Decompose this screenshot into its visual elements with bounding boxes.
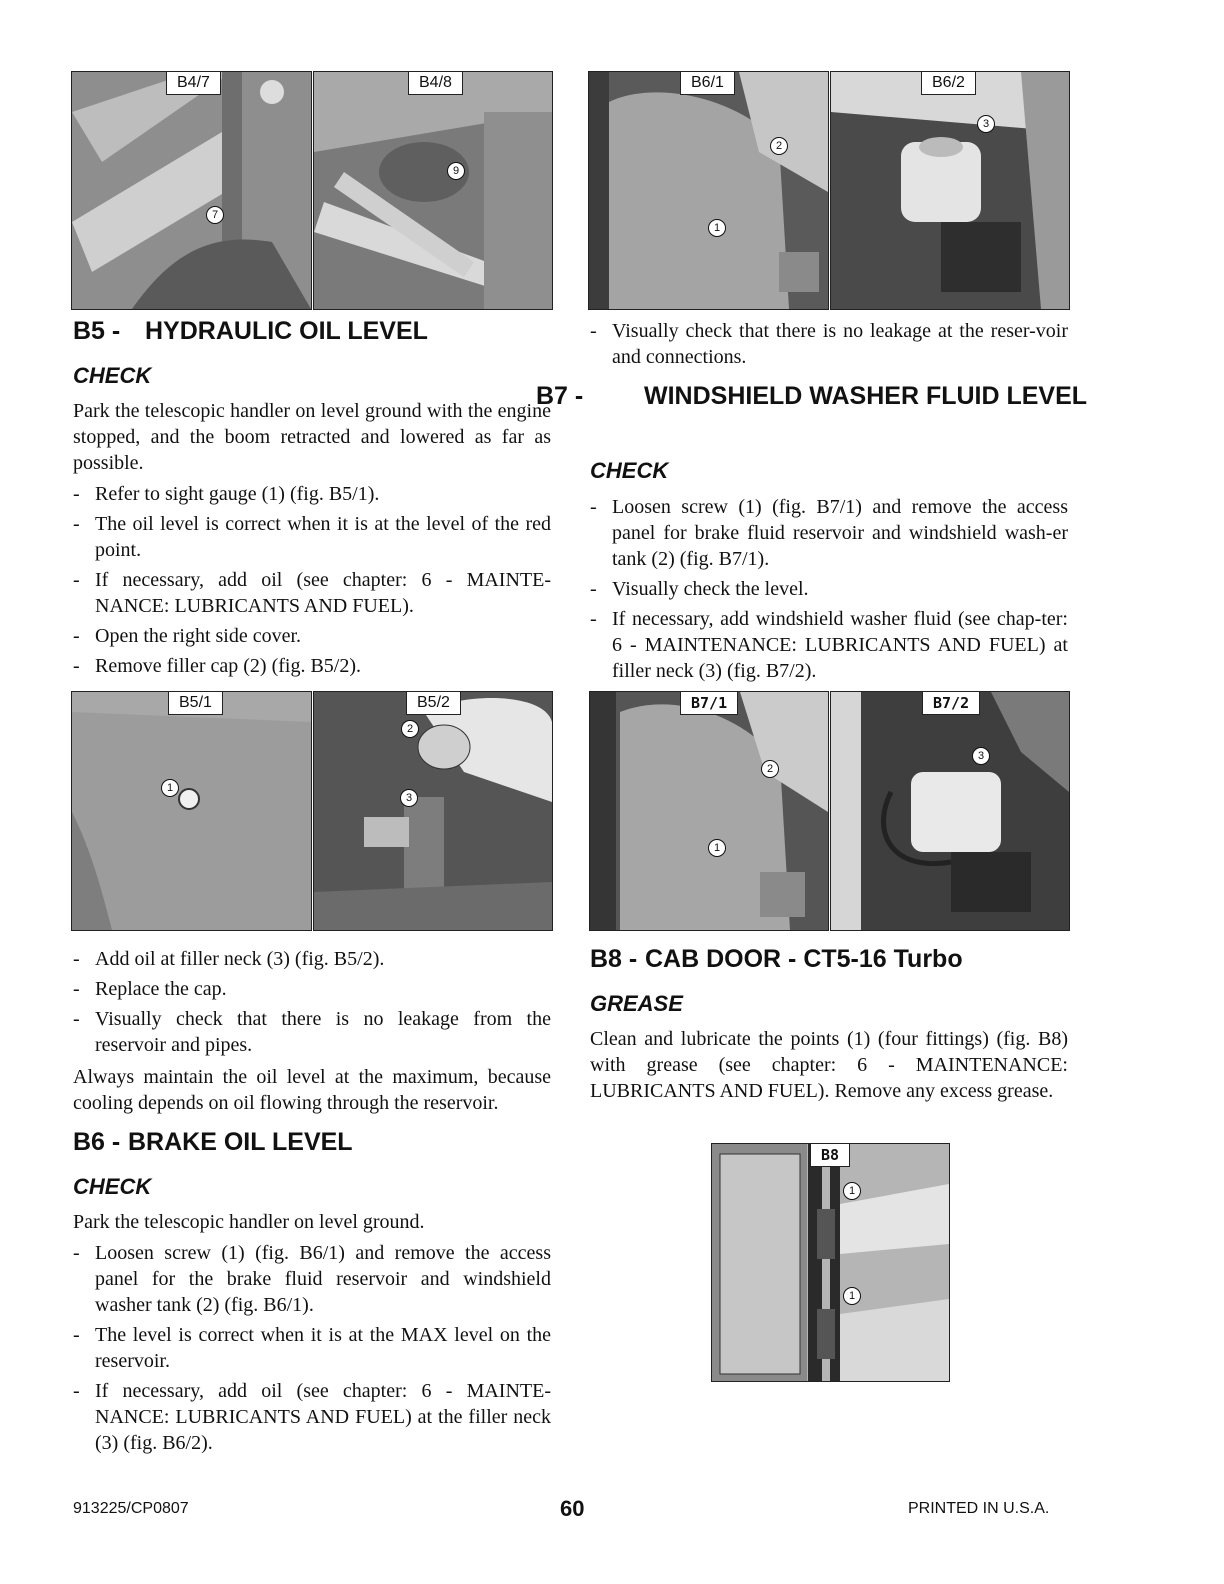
list-item: - The level is correct when it is at the MAX level on the reservoir. — [73, 1322, 551, 1374]
list-item: - Visually check that there is no leakage from the reservoir and pipes. — [73, 1006, 551, 1058]
figure-b5-1-label: B5/1 — [168, 692, 223, 715]
b6-steps — [73, 1240, 551, 1460]
footer-doc-id: 913225/CP0807 — [73, 1500, 189, 1517]
list-item: - Visually check the level. — [590, 576, 1068, 602]
figure-b4-8-label: B4/8 — [408, 72, 463, 95]
b7-subheading: CHECK — [590, 458, 669, 483]
callout-1: 1 — [708, 219, 726, 237]
callout-3: 3 — [972, 747, 990, 765]
b5-steps-after — [73, 946, 551, 1062]
figure-b6-2-label: B6/2 — [921, 72, 976, 95]
figure-b5-1 — [71, 691, 312, 931]
figure-b6-1-label: B6/1 — [680, 72, 735, 95]
figure-b6-2-photo — [831, 72, 1069, 309]
list-item: - Refer to sight gauge (1) (fig. B5/1). — [73, 481, 551, 507]
b6-subheading: CHECK — [73, 1174, 152, 1199]
figure-b4-8-photo — [314, 72, 552, 309]
figure-b6-2 — [830, 71, 1070, 310]
b6-intro: Park the telescopic handler on level ground. — [73, 1211, 425, 1233]
b8-heading: B8 - CAB DOOR - CT5-16 Turbo — [590, 945, 963, 973]
callout-2: 2 — [761, 760, 779, 778]
list-item: - Loosen screw (1) (fig. B7/1) and remove the access panel for brake fluid reservoir and windshield wash-er tank (2) (fig. B7/1). — [590, 494, 1068, 572]
callout-9: 9 — [447, 162, 465, 180]
callout-2: 2 — [401, 720, 419, 738]
footer-printed: PRINTED IN U.S.A. — [908, 1500, 1050, 1517]
figure-b6-1 — [588, 71, 829, 310]
list-item: - Visually check that there is no leakage at the reser-voir and connections. — [590, 318, 1068, 370]
callout-3: 3 — [400, 789, 418, 807]
figure-b6-1-photo — [589, 72, 828, 309]
list-item: - Remove filler cap (2) (fig. B5/2). — [73, 653, 551, 679]
figure-b8 — [711, 1143, 950, 1382]
callout-3: 3 — [977, 115, 995, 133]
figure-b5-2-photo — [314, 692, 552, 930]
list-item: - Add oil at filler neck (3) (fig. B5/2). — [73, 946, 551, 972]
b8-subheading: GREASE — [590, 991, 683, 1016]
b5-heading: B5 - HYDRAULIC OIL LEVEL — [73, 317, 428, 345]
b5-intro: Park the telescopic handler on level ground with the engine stopped, and the boom retracted and lowered as far as possible. — [73, 400, 551, 474]
figure-b5-1-photo — [72, 692, 311, 930]
callout-1: 1 — [843, 1182, 861, 1200]
list-item: - If necessary, add oil (see chapter: 6 - MAINTE-NANCE: LUBRICANTS AND FUEL) at the filler neck (3) (fig. B6/2). — [73, 1378, 551, 1456]
figure-b8-photo — [712, 1144, 949, 1381]
list-item: - The oil level is correct when it is at the level of the red point. — [73, 511, 551, 563]
list-item: - If necessary, add windshield washer fluid (see chap-ter: 6 - MAINTENANCE: LUBRICANTS AND FUEL) at filler neck (3) (fig. B7/2). — [590, 606, 1068, 684]
figure-b8-label: B8 — [810, 1144, 850, 1167]
b5-subheading: CHECK — [73, 363, 152, 388]
b7-heading: B7 - WINDSHIELD WASHER FLUID LEVEL — [536, 382, 1088, 410]
b6-heading: B6 - BRAKE OIL LEVEL — [73, 1128, 353, 1156]
list-item: - If necessary, add oil (see chapter: 6 - MAINTE-NANCE: LUBRICANTS AND FUEL). — [73, 567, 551, 619]
figure-b7-2-label: B7/2 — [922, 692, 980, 715]
b7-steps — [590, 494, 1068, 688]
figure-b7-1 — [589, 691, 829, 931]
list-item: - Open the right side cover. — [73, 623, 551, 649]
figure-b4-7-photo — [72, 72, 311, 309]
callout-2: 2 — [770, 137, 788, 155]
b5-note: Always maintain the oil level at the maximum, because cooling depends on oil flowing through the reservoir. — [73, 1066, 551, 1114]
list-item: - Loosen screw (1) (fig. B6/1) and remove the access panel for the brake fluid reservoir and windshield washer tank (2) (fig. B6/1). — [73, 1240, 551, 1318]
callout-1: 1 — [161, 779, 179, 797]
b8-text: Clean and lubricate the points (1) (four fittings) (fig. B8) with grease (see chapter: 6 - MAINTENANCE: LUBRICANTS AND FUEL). Remove any excess grease. — [590, 1028, 1068, 1102]
b6-steps-continued — [590, 318, 1068, 374]
b5-steps — [73, 481, 551, 683]
figure-b4-7-label: B4/7 — [166, 72, 221, 95]
figure-b4-7 — [71, 71, 312, 310]
figure-b7-1-label: B7/1 — [680, 692, 738, 715]
callout-7: 7 — [206, 206, 224, 224]
callout-1: 1 — [843, 1287, 861, 1305]
figure-b7-1-photo — [590, 692, 828, 930]
figure-b7-2-photo — [831, 692, 1069, 930]
page-number: 60 — [560, 1496, 585, 1521]
callout-1: 1 — [708, 839, 726, 857]
figure-b4-8 — [313, 71, 553, 310]
list-item: - Replace the cap. — [73, 976, 551, 1002]
figure-b5-2-label: B5/2 — [406, 692, 461, 715]
figure-b7-2 — [830, 691, 1070, 931]
figure-b5-2 — [313, 691, 553, 931]
